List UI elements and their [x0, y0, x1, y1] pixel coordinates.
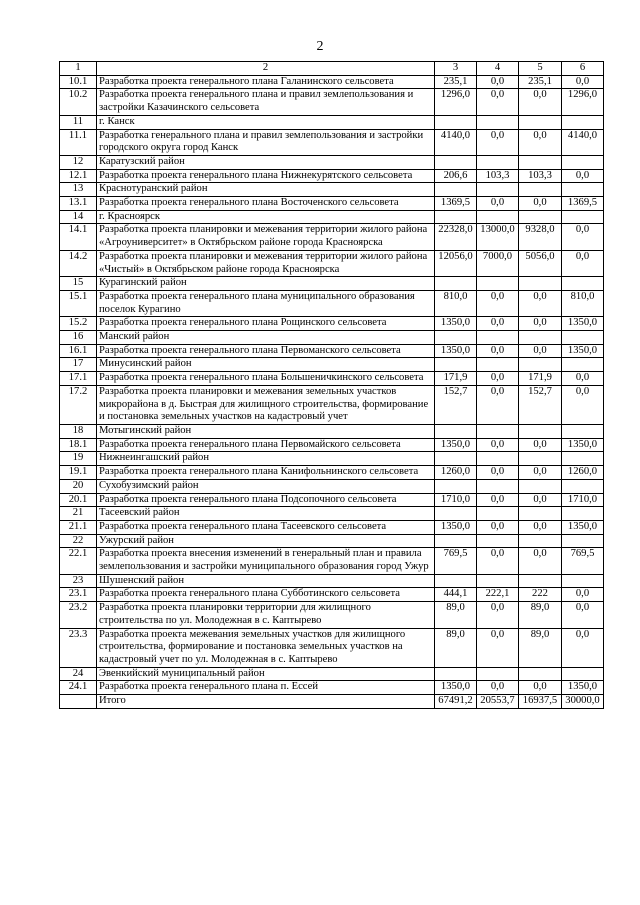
- row-number-cell: 13.1: [60, 197, 97, 211]
- value-cell-col5: [519, 574, 562, 588]
- value-cell-col5: 0,0: [519, 466, 562, 480]
- table-row: [60, 210, 604, 224]
- value-cell-col4: [477, 115, 519, 129]
- table-row: [60, 493, 604, 507]
- row-number-cell: 10.1: [60, 75, 97, 89]
- description-cell: Разработка проекта генерального плана Канифольнинского сельсовета: [97, 466, 435, 480]
- value-cell-col5: 89,0: [519, 628, 562, 667]
- value-cell-col4: [477, 452, 519, 466]
- header-cell: 6: [562, 62, 604, 76]
- table-row: [60, 224, 604, 250]
- description-cell: Разработка проекта генерального плана п. Ессей: [97, 681, 435, 695]
- row-number-cell: [60, 695, 97, 709]
- description-cell: Нижнеингашский район: [97, 452, 435, 466]
- value-cell-col6: [562, 115, 604, 129]
- value-cell-col3: 4140,0: [435, 129, 477, 155]
- value-cell-col6: 0,0: [562, 224, 604, 250]
- value-cell-col5: [519, 155, 562, 169]
- value-cell-col5: 0,0: [519, 89, 562, 115]
- description-cell: Ужурский район: [97, 534, 435, 548]
- description-cell: Разработка проекта планировки территории для жилищного строительства по ул. Молодежная в с. Каптырево: [97, 602, 435, 628]
- value-cell-col5: 9328,0: [519, 224, 562, 250]
- table-row: [60, 277, 604, 291]
- value-cell-col5: [519, 331, 562, 345]
- row-number-cell: 15.1: [60, 290, 97, 316]
- value-cell-col3: [435, 574, 477, 588]
- value-cell-col3: [435, 479, 477, 493]
- value-cell-col6: 810,0: [562, 290, 604, 316]
- value-cell-col3: 1710,0: [435, 493, 477, 507]
- row-number-cell: 24: [60, 667, 97, 681]
- table-row: [60, 438, 604, 452]
- value-cell-col3: 67491,2: [435, 695, 477, 709]
- value-cell-col3: 12056,0: [435, 250, 477, 276]
- value-cell-col6: [562, 210, 604, 224]
- header-cell: 1: [60, 62, 97, 76]
- value-cell-col4: 20553,7: [477, 695, 519, 709]
- row-number-cell: 14: [60, 210, 97, 224]
- description-cell: Разработка проекта генерального плана Рощинского сельсовета: [97, 317, 435, 331]
- value-cell-col3: [435, 210, 477, 224]
- value-cell-col5: 222: [519, 588, 562, 602]
- table-row: [60, 602, 604, 628]
- header-cell: 4: [477, 62, 519, 76]
- value-cell-col3: [435, 183, 477, 197]
- value-cell-col3: 1350,0: [435, 438, 477, 452]
- value-cell-col6: 1369,5: [562, 197, 604, 211]
- value-cell-col5: 103,3: [519, 169, 562, 183]
- description-cell: Разработка генерального плана и правил землепользования и застройки городского округа город Канск: [97, 129, 435, 155]
- value-cell-col4: 0,0: [477, 385, 519, 424]
- value-cell-col4: 0,0: [477, 129, 519, 155]
- table-row: [60, 385, 604, 424]
- description-cell: Разработка проекта генерального плана Первоманского сельсовета: [97, 344, 435, 358]
- value-cell-col4: 0,0: [477, 290, 519, 316]
- value-cell-col4: [477, 210, 519, 224]
- row-number-cell: 12: [60, 155, 97, 169]
- table-row: [60, 548, 604, 574]
- value-cell-col5: 0,0: [519, 317, 562, 331]
- value-cell-col3: [435, 277, 477, 291]
- value-cell-col5: [519, 452, 562, 466]
- value-cell-col6: [562, 277, 604, 291]
- value-cell-col4: [477, 155, 519, 169]
- table-row: [60, 424, 604, 438]
- value-cell-col4: 0,0: [477, 628, 519, 667]
- value-cell-col4: 13000,0: [477, 224, 519, 250]
- value-cell-col5: 5056,0: [519, 250, 562, 276]
- table-row: [60, 628, 604, 667]
- table-row: [60, 466, 604, 480]
- value-cell-col6: 0,0: [562, 169, 604, 183]
- value-cell-col4: [477, 574, 519, 588]
- value-cell-col4: 0,0: [477, 89, 519, 115]
- value-cell-col6: [562, 574, 604, 588]
- value-cell-col6: 1350,0: [562, 344, 604, 358]
- table-row: [60, 250, 604, 276]
- value-cell-col6: 0,0: [562, 250, 604, 276]
- value-cell-col5: 0,0: [519, 197, 562, 211]
- value-cell-col6: 0,0: [562, 628, 604, 667]
- row-number-cell: 23.2: [60, 602, 97, 628]
- description-cell: Каратузский район: [97, 155, 435, 169]
- value-cell-col4: [477, 277, 519, 291]
- value-cell-col5: [519, 277, 562, 291]
- value-cell-col3: 89,0: [435, 628, 477, 667]
- value-cell-col3: [435, 115, 477, 129]
- row-number-cell: 19: [60, 452, 97, 466]
- table-row: [60, 372, 604, 386]
- value-cell-col5: 89,0: [519, 602, 562, 628]
- value-cell-col4: 222,1: [477, 588, 519, 602]
- row-number-cell: 18.1: [60, 438, 97, 452]
- value-cell-col6: [562, 479, 604, 493]
- row-number-cell: 19.1: [60, 466, 97, 480]
- table-row: [60, 317, 604, 331]
- row-number-cell: 20.1: [60, 493, 97, 507]
- value-cell-col5: [519, 358, 562, 372]
- value-cell-col3: 1296,0: [435, 89, 477, 115]
- value-cell-col3: [435, 534, 477, 548]
- value-cell-col4: 0,0: [477, 438, 519, 452]
- value-cell-col4: [477, 183, 519, 197]
- value-cell-col5: [519, 115, 562, 129]
- table-row: [60, 452, 604, 466]
- value-cell-col6: [562, 667, 604, 681]
- table-row: [60, 115, 604, 129]
- description-cell: Разработка проекта генерального плана Первомайского сельсовета: [97, 438, 435, 452]
- description-cell: Разработка проекта генерального плана Тасеевского сельсовета: [97, 520, 435, 534]
- row-number-cell: 10.2: [60, 89, 97, 115]
- header-cell: 2: [97, 62, 435, 76]
- description-cell: г. Канск: [97, 115, 435, 129]
- table-row: [60, 574, 604, 588]
- value-cell-col6: 1350,0: [562, 438, 604, 452]
- value-cell-col5: [519, 183, 562, 197]
- row-number-cell: 14.2: [60, 250, 97, 276]
- value-cell-col4: 103,3: [477, 169, 519, 183]
- table-header-row: [60, 62, 604, 76]
- value-cell-col3: [435, 507, 477, 521]
- row-number-cell: 21: [60, 507, 97, 521]
- value-cell-col6: 1260,0: [562, 466, 604, 480]
- value-cell-col3: [435, 424, 477, 438]
- value-cell-col3: 1260,0: [435, 466, 477, 480]
- description-cell: Разработка проекта генерального плана муниципального образования поселок Курагино: [97, 290, 435, 316]
- value-cell-col4: 0,0: [477, 344, 519, 358]
- table-row: [60, 75, 604, 89]
- value-cell-col4: [477, 534, 519, 548]
- table-row: [60, 588, 604, 602]
- value-cell-col6: [562, 155, 604, 169]
- value-cell-col5: [519, 534, 562, 548]
- row-number-cell: 17.2: [60, 385, 97, 424]
- description-cell: Шушенский район: [97, 574, 435, 588]
- description-cell: Разработка проекта межевания земельных участков для жилищного строительства, формирование и постановка земельных участков на кадастровый учет по ул. Молодежная в с. Каптырево: [97, 628, 435, 667]
- row-number-cell: 15.2: [60, 317, 97, 331]
- value-cell-col3: 1350,0: [435, 344, 477, 358]
- table-row: [60, 695, 604, 709]
- value-cell-col3: 1350,0: [435, 520, 477, 534]
- value-cell-col3: 810,0: [435, 290, 477, 316]
- value-cell-col5: [519, 479, 562, 493]
- value-cell-col4: [477, 424, 519, 438]
- value-cell-col6: 0,0: [562, 385, 604, 424]
- description-cell: Разработка проекта генерального плана Большеничкинского сельсовета: [97, 372, 435, 386]
- value-cell-col4: 0,0: [477, 520, 519, 534]
- value-cell-col6: 1710,0: [562, 493, 604, 507]
- value-cell-col5: 235,1: [519, 75, 562, 89]
- value-cell-col5: [519, 507, 562, 521]
- value-cell-col4: 7000,0: [477, 250, 519, 276]
- description-cell: Манский район: [97, 331, 435, 345]
- table-row: [60, 507, 604, 521]
- value-cell-col4: [477, 358, 519, 372]
- description-cell: Тасеевский район: [97, 507, 435, 521]
- table-row: [60, 520, 604, 534]
- table-row: [60, 681, 604, 695]
- value-cell-col4: [477, 331, 519, 345]
- value-cell-col5: 0,0: [519, 520, 562, 534]
- value-cell-col5: [519, 424, 562, 438]
- value-cell-col3: 769,5: [435, 548, 477, 574]
- value-cell-col3: 152,7: [435, 385, 477, 424]
- value-cell-col6: [562, 534, 604, 548]
- row-number-cell: 12.1: [60, 169, 97, 183]
- description-cell: г. Красноярск: [97, 210, 435, 224]
- value-cell-col3: 1350,0: [435, 681, 477, 695]
- description-cell: Разработка проекта генерального плана Подсопочного сельсовета: [97, 493, 435, 507]
- table-row: [60, 197, 604, 211]
- value-cell-col3: [435, 331, 477, 345]
- description-cell: Разработка проекта генерального плана Восточенского сельсовета: [97, 197, 435, 211]
- value-cell-col4: [477, 667, 519, 681]
- value-cell-col4: 0,0: [477, 466, 519, 480]
- description-cell: Разработка проекта внесения изменений в генеральный план и правила землепользования и застройки муниципального образования город Ужур: [97, 548, 435, 574]
- value-cell-col6: [562, 183, 604, 197]
- value-cell-col3: [435, 155, 477, 169]
- value-cell-col6: [562, 507, 604, 521]
- value-cell-col6: 4140,0: [562, 129, 604, 155]
- row-number-cell: 24.1: [60, 681, 97, 695]
- value-cell-col3: 1350,0: [435, 317, 477, 331]
- row-number-cell: 15: [60, 277, 97, 291]
- row-number-cell: 14.1: [60, 224, 97, 250]
- row-number-cell: 22: [60, 534, 97, 548]
- value-cell-col3: [435, 358, 477, 372]
- value-cell-col3: 1369,5: [435, 197, 477, 211]
- row-number-cell: 22.1: [60, 548, 97, 574]
- value-cell-col5: 0,0: [519, 548, 562, 574]
- table-row: [60, 479, 604, 493]
- value-cell-col5: 0,0: [519, 290, 562, 316]
- value-cell-col6: 0,0: [562, 372, 604, 386]
- description-cell: Краснотуранский район: [97, 183, 435, 197]
- description-cell: Итого: [97, 695, 435, 709]
- row-number-cell: 17: [60, 358, 97, 372]
- value-cell-col6: 1296,0: [562, 89, 604, 115]
- value-cell-col6: 1350,0: [562, 317, 604, 331]
- description-cell: Разработка проекта планировки и межевания земельных участков микрорайона в д. Быстрая для жилищного строительства, формирование и постановка земельных участков на кадастровый учет: [97, 385, 435, 424]
- header-cell: 3: [435, 62, 477, 76]
- value-cell-col6: [562, 424, 604, 438]
- value-cell-col6: [562, 358, 604, 372]
- value-cell-col4: 0,0: [477, 548, 519, 574]
- value-cell-col4: [477, 507, 519, 521]
- table-row: [60, 129, 604, 155]
- value-cell-col6: [562, 452, 604, 466]
- description-cell: Разработка проекта генерального плана Галанинского сельсовета: [97, 75, 435, 89]
- table-row: [60, 344, 604, 358]
- value-cell-col6: [562, 331, 604, 345]
- row-number-cell: 23.3: [60, 628, 97, 667]
- row-number-cell: 20: [60, 479, 97, 493]
- value-cell-col5: [519, 210, 562, 224]
- value-cell-col5: 0,0: [519, 344, 562, 358]
- row-number-cell: 21.1: [60, 520, 97, 534]
- row-number-cell: 23: [60, 574, 97, 588]
- description-cell: Разработка проекта генерального плана Субботинского сельсовета: [97, 588, 435, 602]
- page-number: 2: [316, 39, 324, 54]
- table-row: [60, 667, 604, 681]
- table-row: [60, 331, 604, 345]
- value-cell-col4: 0,0: [477, 317, 519, 331]
- table-row: [60, 358, 604, 372]
- value-cell-col5: 152,7: [519, 385, 562, 424]
- value-cell-col6: 769,5: [562, 548, 604, 574]
- row-number-cell: 23.1: [60, 588, 97, 602]
- row-number-cell: 13: [60, 183, 97, 197]
- table-row: [60, 290, 604, 316]
- table-row: [60, 169, 604, 183]
- description-cell: Разработка проекта планировки и межевания территории жилого района «Агроуниверситет» в Октябрьском районе города Красноярска: [97, 224, 435, 250]
- value-cell-col4: 0,0: [477, 75, 519, 89]
- table-row: [60, 155, 604, 169]
- value-cell-col6: 0,0: [562, 602, 604, 628]
- value-cell-col3: 22328,0: [435, 224, 477, 250]
- value-cell-col3: 89,0: [435, 602, 477, 628]
- budget-table: [59, 61, 604, 709]
- table-row: [60, 183, 604, 197]
- value-cell-col5: 0,0: [519, 681, 562, 695]
- value-cell-col6: 1350,0: [562, 520, 604, 534]
- value-cell-col5: 16937,5: [519, 695, 562, 709]
- value-cell-col5: 171,9: [519, 372, 562, 386]
- value-cell-col5: 0,0: [519, 493, 562, 507]
- row-number-cell: 16: [60, 331, 97, 345]
- row-number-cell: 16.1: [60, 344, 97, 358]
- value-cell-col3: 171,9: [435, 372, 477, 386]
- value-cell-col5: 0,0: [519, 438, 562, 452]
- value-cell-col4: [477, 479, 519, 493]
- description-cell: Разработка проекта генерального плана Нижнекурятского сельсовета: [97, 169, 435, 183]
- row-number-cell: 11.1: [60, 129, 97, 155]
- value-cell-col3: [435, 452, 477, 466]
- value-cell-col3: 235,1: [435, 75, 477, 89]
- description-cell: Курагинский район: [97, 277, 435, 291]
- value-cell-col4: 0,0: [477, 602, 519, 628]
- value-cell-col5: 0,0: [519, 129, 562, 155]
- description-cell: Минусинский район: [97, 358, 435, 372]
- value-cell-col4: 0,0: [477, 681, 519, 695]
- value-cell-col4: 0,0: [477, 372, 519, 386]
- row-number-cell: 11: [60, 115, 97, 129]
- value-cell-col3: [435, 667, 477, 681]
- description-cell: Сухобузимский район: [97, 479, 435, 493]
- value-cell-col3: 206,6: [435, 169, 477, 183]
- row-number-cell: 17.1: [60, 372, 97, 386]
- value-cell-col4: 0,0: [477, 197, 519, 211]
- header-cell: 5: [519, 62, 562, 76]
- value-cell-col6: 1350,0: [562, 681, 604, 695]
- description-cell: Эвенкийский муниципальный район: [97, 667, 435, 681]
- value-cell-col3: 444,1: [435, 588, 477, 602]
- description-cell: Разработка проекта генерального плана и правил землепользования и застройки Казачинского сельсовета: [97, 89, 435, 115]
- value-cell-col6: 0,0: [562, 588, 604, 602]
- value-cell-col4: 0,0: [477, 493, 519, 507]
- table-row: [60, 534, 604, 548]
- value-cell-col6: 0,0: [562, 75, 604, 89]
- table-row: [60, 89, 604, 115]
- value-cell-col6: 30000,0: [562, 695, 604, 709]
- description-cell: Разработка проекта планировки и межевания территории жилого района «Чистый» в Октябрьском районе города Красноярска: [97, 250, 435, 276]
- value-cell-col5: [519, 667, 562, 681]
- description-cell: Мотыгинский район: [97, 424, 435, 438]
- row-number-cell: 18: [60, 424, 97, 438]
